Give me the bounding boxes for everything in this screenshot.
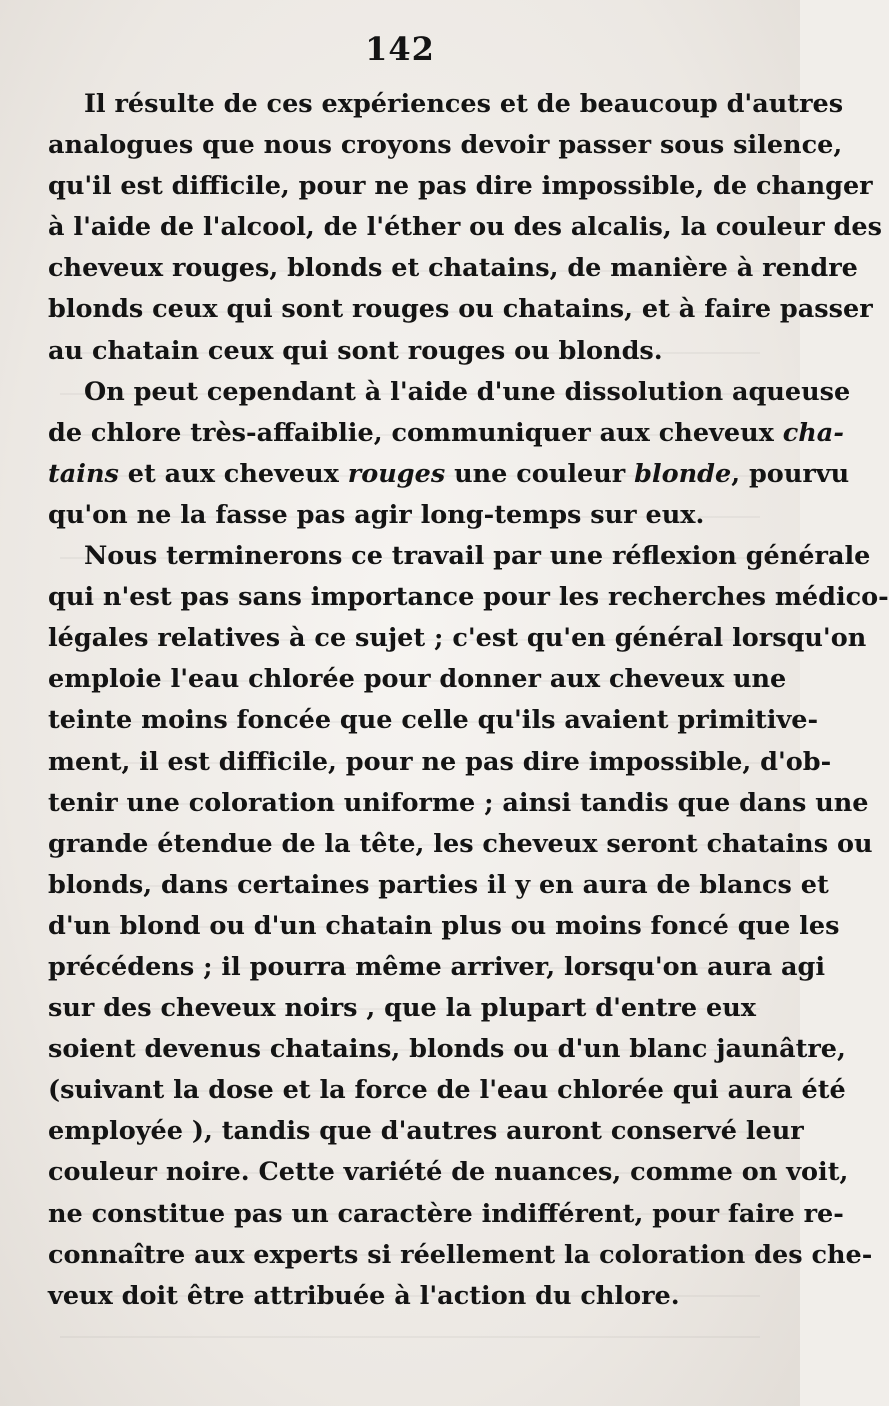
text-line: légales relatives à ce sujet ; c'est qu'en général lorsqu'on <box>48 623 867 654</box>
text-line: à l'aide de l'alcool, de l'éther ou des alcalis, la couleur des <box>48 212 882 243</box>
text-line: grande étendue de la tête, les cheveux seront chatains ou <box>48 828 873 859</box>
text-line: On peut cependant à l'aide d'une dissolution aqueuse <box>84 376 851 407</box>
text-line: (suivant la dose et la force de l'eau chlorée qui aura été <box>48 1075 846 1106</box>
text-line: tenir une coloration uniforme ; ainsi tandis que dans une <box>48 787 869 818</box>
page-number: 142 <box>365 30 435 68</box>
text-line: connaître aux experts si réellement la coloration des che- <box>48 1239 873 1270</box>
text-line: ne constitue pas un caractère indifférent, pour faire re- <box>48 1198 844 1229</box>
text-line: teinte moins foncée que celle qu'ils avaient primitive- <box>48 705 819 736</box>
text-fragment: et aux cheveux <box>127 458 339 489</box>
text-line: Nous terminerons ce travail par une réflexion générale <box>84 541 871 572</box>
text-line: Il résulte de ces expériences et de beaucoup d'autres <box>84 89 844 119</box>
text-line: emploie l'eau chlorée pour donner aux cheveux une <box>48 664 787 695</box>
paragraph-1 <box>48 84 882 372</box>
text-line: qu'il est difficile, pour ne pas dire impossible, de changer <box>48 171 873 202</box>
text-fragment: , pourvu <box>731 458 850 489</box>
text-line: ment, il est difficile, pour ne pas dire impossible, d'ob- <box>48 746 832 777</box>
text-fragment: de chlore très-affaiblie, communiquer aux cheveux <box>48 417 774 448</box>
text-line: employée ), tandis que d'autres auront conservé leur <box>48 1116 804 1147</box>
text-fragment: une couleur <box>445 458 635 489</box>
text-line: sur des cheveux noirs , que la plupart d'entre eux <box>48 993 756 1024</box>
text-line: au chatain ceux qui sont rouges ou blonds. <box>48 335 663 366</box>
text-line: d'un blond ou d'un chatain plus ou moins foncé que les <box>48 910 840 941</box>
text-line: qui n'est pas sans importance pour les recherches médico- <box>48 582 889 613</box>
text-line: qu'on ne la fasse pas agir long-temps sur eux. <box>48 499 705 530</box>
italic-word: rouges <box>347 458 446 489</box>
text-line: blonds, dans certaines parties il y en aura de blancs et <box>48 869 829 900</box>
text-line: blonds ceux qui sont rouges ou chatains, et à faire passer <box>48 294 873 325</box>
text-line: soient devenus chatains, blonds ou d'un blanc jaunâtre, <box>48 1034 846 1065</box>
italic-word: blonde <box>634 458 732 489</box>
text-line: couleur noire. Cette variété de nuances, comme on voit, <box>48 1157 849 1188</box>
italic-word: tains <box>48 458 119 489</box>
paragraph-2 <box>48 372 851 536</box>
text-line: analogues que nous croyons devoir passer sous silence, <box>48 130 843 161</box>
text-line: précédens ; il pourra même arriver, lorsqu'on aura agi <box>48 951 826 982</box>
text-line <box>48 454 850 495</box>
italic-word: cha- <box>782 417 844 448</box>
paragraph-3 <box>48 536 889 1317</box>
text-line: veux doit être attribuée à l'action du chlore. <box>48 1280 680 1311</box>
text-line <box>48 413 844 454</box>
text-line: cheveux rouges, blonds et chatains, de manière à rendre <box>48 253 858 284</box>
body-text <box>48 84 889 1317</box>
